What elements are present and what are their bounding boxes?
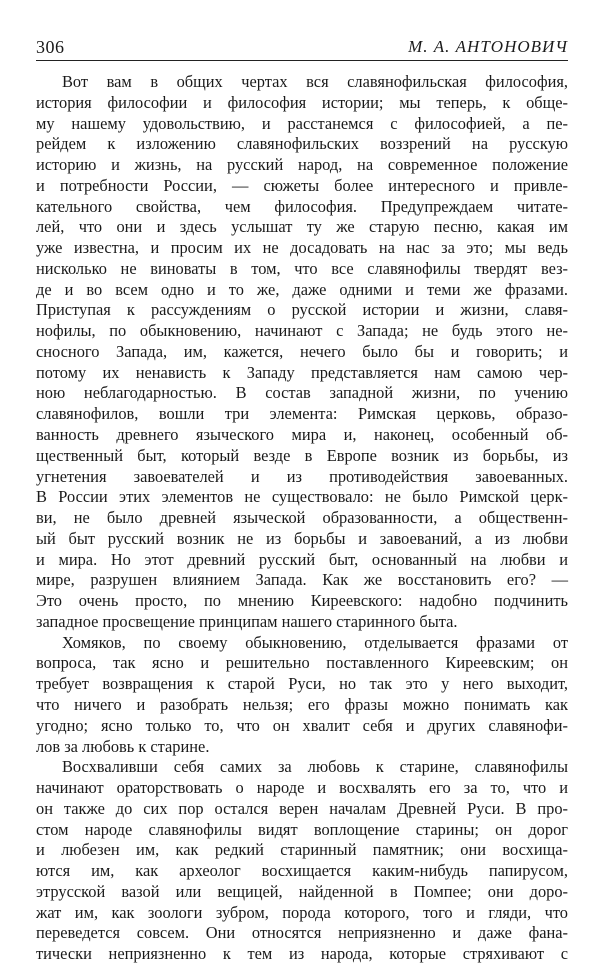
- text-line: Это очень просто, по мнению Киреевского: надобно подчинить: [36, 591, 568, 611]
- text-line: ый быт русский возник не из борьбы и завоеваний, а из любви: [36, 528, 568, 548]
- text-line: что ничего и разобрать нельзя; его фразы можно понимать как: [36, 694, 568, 714]
- text-line: вопроса, так ясно и решительно поставленного Киреевским; он: [36, 653, 568, 673]
- text-line: рейдем к изложению славянофильских воззрений на русскую: [36, 134, 568, 154]
- paragraph: [36, 72, 568, 633]
- text-line: жат им, как зоологи зубром, порода которого, того и гляди, что: [36, 902, 568, 922]
- text-line: потому их ненависть к Западу представляется нам самою чер-: [36, 362, 568, 382]
- text-line: угнетения завоевателей и из противодействия завоеванных.: [36, 466, 568, 486]
- text-line: угодно; ясно только то, что он хвалит себя и других славянофи-: [36, 715, 568, 735]
- text-line: Приступая к рассуждениям о русской истории и жизни, славя-: [36, 300, 568, 320]
- text-line: Вот вам в общих чертах вся славянофильская философия,: [62, 72, 568, 91]
- text-line: нисколько не виноваты в том, что все славянофилы твердят вез-: [36, 258, 568, 278]
- text-line: история философии и философия истории; мы теперь, к обще-: [36, 92, 568, 112]
- text-line: сносного Запада, им, кажется, нечего было бы и говорить; и: [36, 341, 568, 361]
- text-line: Хомяков, по своему обыкновению, отделывается фразами от: [62, 632, 568, 652]
- text-line: нофилы, по обыкновению, начинают с Запада; не будь этого не-: [36, 321, 568, 341]
- text-line: историю и жизнь, на русский народ, на современное положение: [36, 155, 568, 175]
- running-title: М. А. АНТОНОВИЧ: [408, 37, 568, 56]
- paragraph: [36, 633, 568, 758]
- text-line: и потребности России, — сюжеты более интересного и привле-: [36, 175, 568, 195]
- text-line: В России этих элементов не существовало: не было Римской церк-: [36, 487, 568, 507]
- text-line: кательного свойства, чем философия. Предупреждаем читате-: [36, 196, 568, 216]
- text-line: переведется совсем. Они относятся неприязненно и даже фана-: [36, 923, 568, 943]
- text-line: лей, что они и здесь услышат ту же старую песню, какая им: [36, 217, 568, 237]
- text-line: уже известна, и просим их не досадовать на нас за это; мы ведь: [36, 238, 568, 258]
- text-line: лов за любовь к старине.: [36, 736, 210, 756]
- text-line: западное просвещение принципам нашего старинного быта.: [36, 611, 458, 631]
- text-line: де и во всем одно и то же, даже одними и теми же фразами.: [36, 279, 568, 299]
- text-line: ванность древнего языческого мира и, наконец, особенный об-: [36, 425, 568, 445]
- paragraph: [36, 757, 568, 965]
- page-body: [36, 72, 568, 965]
- text-line: тически неприязненно к тем из народа, которые стряхивают с: [36, 944, 568, 964]
- text-line: му нашему удовольствию, и расстанемся с философией, а пе-: [36, 113, 568, 133]
- page-number: 306: [36, 37, 65, 57]
- text-line: этрусской вазой или вещицей, найденной в Помпее; они доро-: [36, 881, 568, 901]
- text-line: ются им, как археолог восхищается каким-нибудь папирусом,: [36, 861, 568, 881]
- page-header: [36, 36, 568, 61]
- text-line: мире, разрушен влиянием Запада. Как же восстановить его? —: [36, 570, 568, 590]
- text-line: славянофилов, вошли три элемента: Римская церковь, образо-: [36, 404, 568, 424]
- text-line: и любезен им, как редкий старинный памятник; они восхища-: [36, 840, 568, 860]
- text-line: стом народе славянофилы видят воплощение старины; он дорог: [36, 819, 568, 839]
- text-line: и мира. Но этот древний русский быт, основанный на любви и: [36, 549, 568, 569]
- text-line: требует возвращения к старой Руси, но так это у него выходит,: [36, 674, 568, 694]
- text-line: щественный быт, который везде в Европе возник из борьбы, из: [36, 445, 568, 465]
- text-line: начинают ораторствовать о народе и восхвалять его за то, что и: [36, 778, 568, 798]
- text-line: ною неблагодарностью. В состав западной жизни, по учению: [36, 383, 568, 403]
- text-line: он также до сих пор остался верен началам Древней Руси. В про-: [36, 798, 568, 818]
- text-line: ви, не было древней языческой образованности, а общественн-: [36, 508, 568, 528]
- text-line: Восхваливши себя самих за любовь к старине, славянофилы: [62, 757, 568, 777]
